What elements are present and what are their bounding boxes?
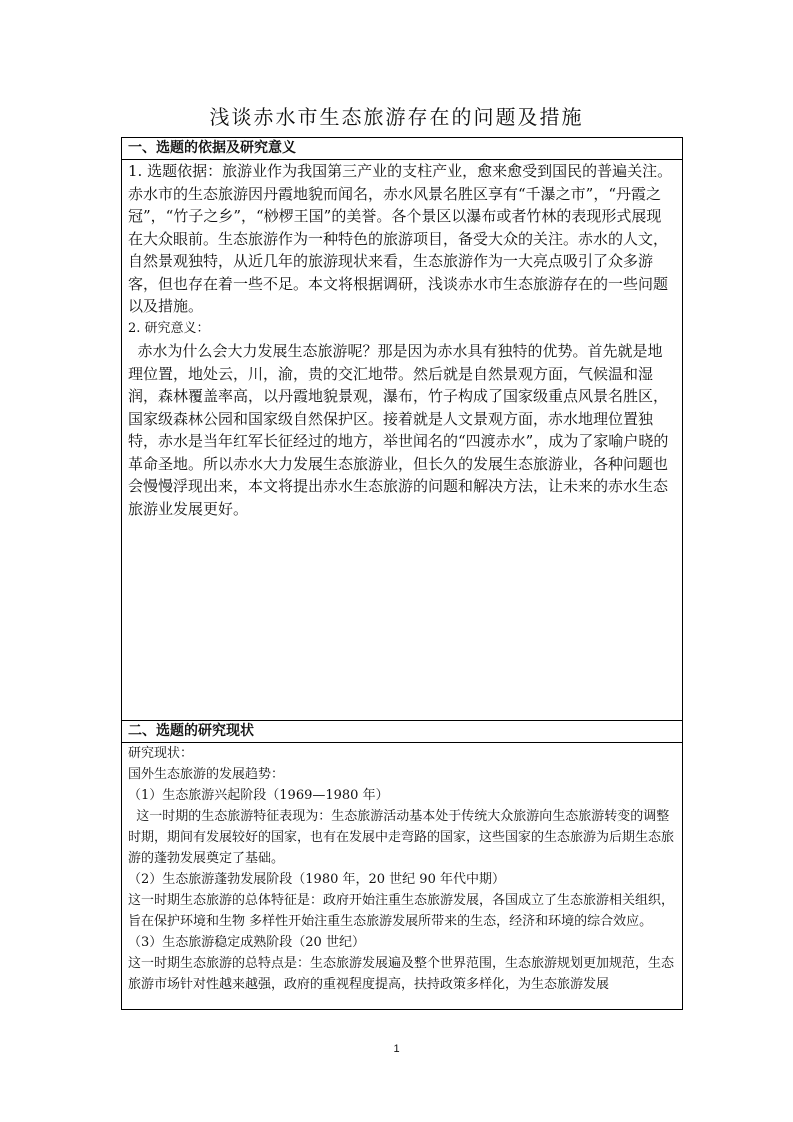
section2-line: 研究现状： bbox=[128, 746, 194, 761]
section1-paragraph-significance: 赤水为什么会大力发展生态旅游呢？那是因为赤水具有独特的优势。首先就是地理位置，地处云，川，渝，贵的交汇地带。然后就是自然景观方面，气候温和湿润，森林覆盖率高，以丹霞地貌景观，瀑布，竹子构成了国家级重点风景名胜区，国家级森林公园和国家级自然保护区。接着就是人文景观方面，赤水地理位置独特，赤水是当年红军长征经过的地方，举世闻名的“四渡赤水”，成为了家喻户晓的革命圣地。所以赤水大力发展生态旅游业，但长久的发展生态旅游业，各种问题也会慢慢浮现出来，本文将提出赤水生态旅游的问题和解决方法，让未来的赤水生态旅游业发展更好。 bbox=[128, 342, 669, 518]
section2-line: 这一时期生态旅游的总体特征是：政府开始注重生态旅游发展，各国成立了生态旅游相关组织，旨在保护环境和生物 多样性开始注重生态旅游发展所带来的生态，经济和环境的综合效应。 bbox=[128, 893, 675, 929]
section2-heading: 二、选题的研究现状 bbox=[122, 721, 683, 743]
proposal-table bbox=[121, 137, 683, 1010]
page-number: 1 bbox=[393, 1043, 400, 1055]
section2-line: （2）生态旅游蓬勃发展阶段（1980 年，20 世纪 90 年代中期） bbox=[128, 872, 505, 887]
section2-line: 这一时期的生态旅游特征表现为：生态旅游活动基本处于传统大众旅游向生态旅游转变的调整时期，期间有发展较好的国家，也有在发展中走弯路的国家，这些国家的生态旅游为后期生态旅游的蓬勃发展奠定了基础。 bbox=[128, 809, 675, 866]
section1-body bbox=[122, 160, 683, 721]
section1-paragraph-significance-label: 2. 研究意义： bbox=[128, 320, 210, 336]
section2-line: （1）生态旅游兴起阶段（1969—1980 年） bbox=[128, 788, 389, 803]
section2-line: 这一时期生态旅游的总特点是：生态旅游发展遍及整个世界范围，生态旅游规划更加规范，生态旅游市场针对性越来越强，政府的重视程度提高，扶持政策多样化，为生态旅游发展 bbox=[128, 956, 675, 992]
section1-paragraph-basis: 1. 选题依据：旅游业作为我国第三产业的支柱产业，愈来愈受到国民的普遍关注。赤水市的生态旅游因丹霞地貌而闻名，赤水风景名胜区享有“千瀑之市”，“丹霞之冠”，“竹子之乡”，“桫椤王国”的美誉。各个景区以瀑布或者竹林的表现形式展现在大众眼前。生态旅游作为一种特色的旅游项目，备受大众的关注。赤水的人文，自然景观独特，从近几年的旅游现状来看，生态旅游作为一大亮点吸引了众多游客，但也存在着一些不足。本文将根据调研，浅谈赤水市生态旅游存在的一些问题以及措施。 bbox=[128, 162, 673, 315]
section2-line: 国外生态旅游的发展趋势： bbox=[128, 767, 285, 782]
section1-heading: 一、选题的依据及研究意义 bbox=[122, 138, 683, 160]
section2-body bbox=[122, 743, 683, 1010]
document-title: 浅谈赤水市生态旅游存在的问题及措施 bbox=[209, 105, 584, 129]
section2-line: （3）生态旅游稳定成熟阶段（20 世纪） bbox=[128, 935, 365, 950]
